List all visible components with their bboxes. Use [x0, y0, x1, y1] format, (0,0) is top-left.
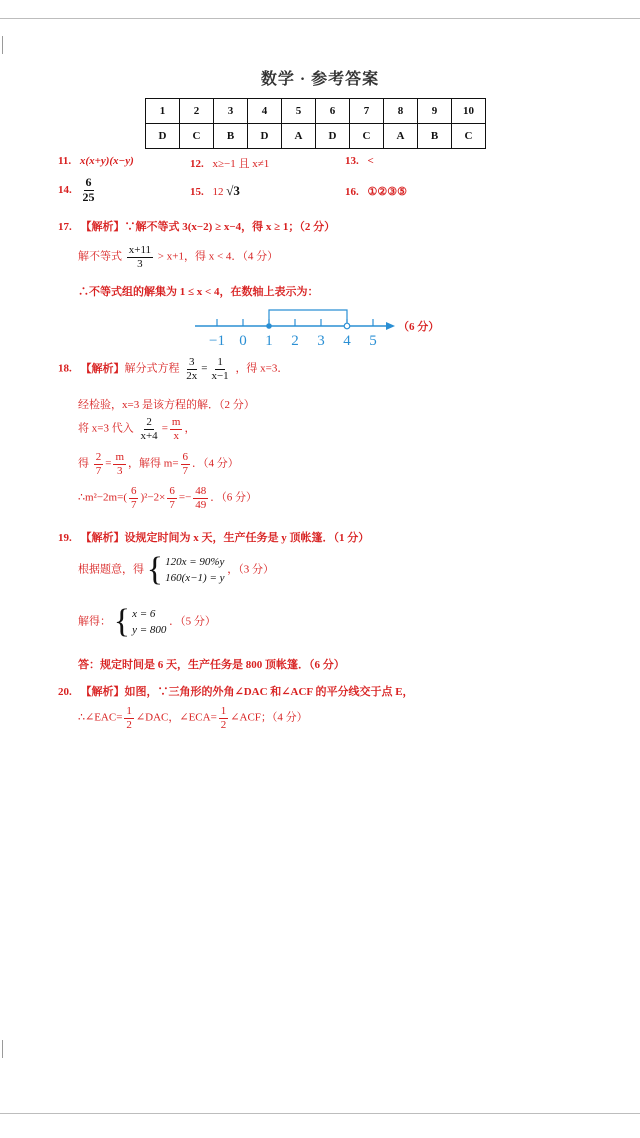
fraction-denominator: 7 [95, 464, 102, 477]
answer-cell: C [452, 124, 486, 149]
q17-tag: 【解析】 [80, 221, 125, 233]
q20-line1-text: 如图，∵三角形的外角∠DAC 和∠ACF 的平分线交于点 E， [124, 686, 414, 698]
q20-line2-lead: ∴∠EAC= [78, 711, 123, 724]
q17-number: 17. [58, 221, 72, 233]
question-number-cell: 8 [384, 99, 418, 124]
q20-line2-tail: ∠ACF；（4 分） [230, 711, 308, 724]
q15-coefficient: 12 [212, 186, 224, 198]
q18-line4-tail: ．（4 分） [192, 457, 239, 470]
q16-text: ①②③⑤ [367, 186, 407, 198]
q18-fraction [113, 451, 126, 477]
fraction-denominator: 2 [220, 718, 227, 731]
fraction-denominator: x−1 [211, 369, 229, 382]
answer-cell: D [146, 124, 180, 149]
answer-cell: D [248, 124, 282, 149]
q19-number: 19. [58, 532, 72, 544]
q18-fraction [167, 485, 177, 511]
q18-line4 [78, 451, 239, 477]
question-number-cell: 7 [350, 99, 384, 124]
fraction-denominator: x [173, 429, 179, 442]
equation-row: 160(x−1) = y [165, 572, 225, 584]
fraction-denominator: 3 [137, 257, 143, 270]
q16-answer [345, 185, 407, 198]
q19-line3-tail: ．（5 分） [169, 615, 216, 628]
q20-fraction [219, 705, 229, 731]
fraction-numerator: 2 [95, 451, 102, 463]
q18-tag: 【解析】 [80, 362, 125, 375]
q15-radical: √3 [226, 183, 240, 198]
q18-fraction [184, 356, 199, 382]
q17-line2 [78, 244, 278, 270]
q19-line4: 答：规定时间是 6 天，生产任务是 800 顶帐篷．（6 分） [78, 659, 345, 671]
fraction-denominator: 3 [117, 464, 123, 477]
q17-line1-text: ∵解不等式 3(x−2) ≥ x−4，得 x ≥ 1；（2 分） [124, 221, 336, 233]
q18-line2: 经检验，x=3 是该方程的解．（2 分） [78, 399, 255, 411]
question-number-cell: 1 [146, 99, 180, 124]
q20-number: 20. [58, 686, 72, 698]
q18-line5 [78, 485, 257, 511]
fraction-denominator: 2x [186, 369, 198, 382]
axis-label: 0 [239, 333, 247, 349]
fraction-numerator: m [115, 451, 125, 463]
axis-label: 3 [317, 333, 325, 349]
q13-text: < [367, 155, 374, 167]
answer-cell: A [282, 124, 316, 149]
fraction-numerator: 6 [182, 451, 189, 463]
q18-line1-tail: ，得 x=3． [235, 362, 289, 375]
answer-table-answer-row [146, 124, 486, 149]
q18-fraction [181, 451, 191, 477]
fraction-numerator: 3 [189, 356, 195, 368]
question-number-cell: 3 [214, 99, 248, 124]
question-number-cell: 4 [248, 99, 282, 124]
q13-answer [345, 155, 374, 167]
fraction-denominator: 2 [126, 718, 132, 731]
axis-label: 2 [291, 333, 299, 349]
q14-answer [58, 176, 99, 205]
answer-cell: B [418, 124, 452, 149]
fraction-numerator: 6 [85, 175, 92, 189]
q18-line5-mid: )²−2× [140, 491, 166, 504]
answer-cell: C [180, 124, 214, 149]
q15-answer [190, 183, 240, 199]
q20-fraction [124, 705, 134, 731]
q17-line2-tail: > x+1，得 x < 4．（4 分） [157, 250, 279, 263]
q19-line2-tail: ，（3 分） [227, 563, 275, 576]
axis-label: 1 [265, 333, 273, 349]
left-margin-mark-bottom [2, 1040, 3, 1058]
axis-label: −1 [209, 333, 225, 349]
left-brace-icon: { [113, 603, 131, 640]
q18-fraction [138, 416, 159, 442]
q17-line3: ∴不等式组的解集为 1 ≤ x < 4，在数轴上表示为： [78, 286, 319, 298]
left-margin-mark-top [2, 36, 3, 54]
q19-tag: 【解析】 [80, 532, 125, 544]
open-endpoint-circle [344, 323, 350, 329]
bottom-border [0, 1113, 640, 1114]
q18-fraction [129, 485, 139, 511]
fraction-denominator: 7 [130, 498, 137, 511]
answer-cell: D [316, 124, 350, 149]
q17-line2-lead: 解不等式 [78, 250, 122, 263]
page-title: 数学 · 参考答案 [260, 71, 380, 88]
q12-number: 12. [190, 158, 204, 170]
equals-sign: = [201, 362, 208, 375]
fraction-numerator: 6 [130, 485, 137, 497]
number-line-arrow-icon [386, 322, 395, 330]
question-number-cell: 10 [452, 99, 486, 124]
fraction-numerator: 1 [220, 705, 227, 717]
q11-text: x(x+y)(x−y) [79, 155, 134, 167]
q12-answer [190, 155, 269, 171]
number-line [190, 304, 450, 352]
q19-line2 [78, 553, 274, 587]
equation-system [147, 553, 225, 587]
q12-text: x≥−1 且 x≠1 [212, 158, 270, 170]
fraction-denominator: 25 [82, 189, 95, 204]
q18-line3 [78, 416, 195, 442]
q20-line2 [78, 705, 308, 731]
fraction-numerator: 1 [126, 705, 132, 717]
q18-line5-tail: ．（6 分） [210, 491, 258, 504]
number-line-score: （6 分） [398, 321, 440, 333]
solution-row: x = 6 [132, 607, 156, 620]
fraction-denominator: 7 [182, 464, 189, 477]
fraction-denominator: x+4 [140, 429, 158, 442]
q20-tag: 【解析】 [80, 686, 125, 698]
question-number-cell: 9 [418, 99, 452, 124]
q18-line3-tail: ， [184, 422, 196, 435]
q18-line3-lead: 将 x=3 代入 [78, 422, 134, 435]
q18-line5-mid2: =− [178, 491, 192, 504]
answer-table [145, 98, 486, 149]
q19-line1-text: 设规定时间为 x 天，生产任务是 y 顶帐篷．（1 分） [124, 532, 370, 544]
solution-set-bracket [269, 310, 347, 326]
fraction-numerator: 1 [217, 356, 223, 368]
left-brace-icon: { [146, 551, 164, 588]
equation-row: 120x = 90%y [165, 555, 225, 568]
q18-line4-mid: ，解得 m= [128, 457, 179, 470]
q19-line3 [78, 605, 216, 639]
q18-line4-lead: 得 [78, 457, 89, 470]
closed-endpoint-dot [266, 323, 272, 329]
q11-answer [58, 155, 134, 167]
q18-line1-lead: 解分式方程 [124, 362, 180, 375]
q19-line2-lead: 根据题意，得 [78, 563, 144, 576]
q15-number: 15. [190, 186, 204, 198]
q18-number: 18. [58, 362, 72, 375]
q18-fraction [170, 416, 183, 442]
q16-number: 16. [345, 186, 359, 198]
answer-cell: B [214, 124, 248, 149]
question-number-cell: 6 [316, 99, 350, 124]
solution-row: y = 800 [132, 624, 167, 636]
q18-fraction [94, 451, 104, 477]
question-number-cell: 2 [180, 99, 214, 124]
fraction-numerator: 6 [169, 485, 175, 497]
q20-line1 [58, 683, 414, 699]
q18-line1 [58, 356, 288, 382]
q11-number: 11. [58, 155, 72, 167]
fraction-numerator: m [171, 416, 181, 428]
equals-sign: = [161, 422, 168, 435]
q18-fraction [209, 356, 230, 382]
fraction-numerator: 2 [146, 416, 152, 428]
answer-cell: C [350, 124, 384, 149]
q13-number: 13. [345, 155, 359, 167]
q17-fraction [127, 244, 153, 270]
q19-line1 [58, 529, 369, 545]
axis-label: 4 [343, 333, 351, 349]
fraction-numerator: x+11 [128, 244, 152, 256]
fraction-denominator: 49 [195, 498, 207, 511]
q19-line3-lead: 解得： [78, 615, 111, 628]
equals-sign: = [105, 457, 112, 470]
axis-label: 5 [369, 333, 377, 349]
q20-line2-mid: ∠DAC，∠ECA= [135, 711, 217, 724]
q17-line1 [58, 218, 335, 234]
q14-number: 14. [58, 183, 72, 196]
fraction-numerator: 48 [195, 485, 207, 497]
solution-system [114, 605, 167, 639]
question-number-cell: 5 [282, 99, 316, 124]
q18-line5-lead: ∴m²−2m=( [78, 491, 127, 504]
answer-table-number-row [146, 99, 486, 124]
q18-fraction [193, 485, 208, 511]
q14-fraction [81, 176, 97, 205]
answer-cell: A [384, 124, 418, 149]
fraction-denominator: 7 [169, 498, 175, 511]
top-border [0, 18, 640, 19]
